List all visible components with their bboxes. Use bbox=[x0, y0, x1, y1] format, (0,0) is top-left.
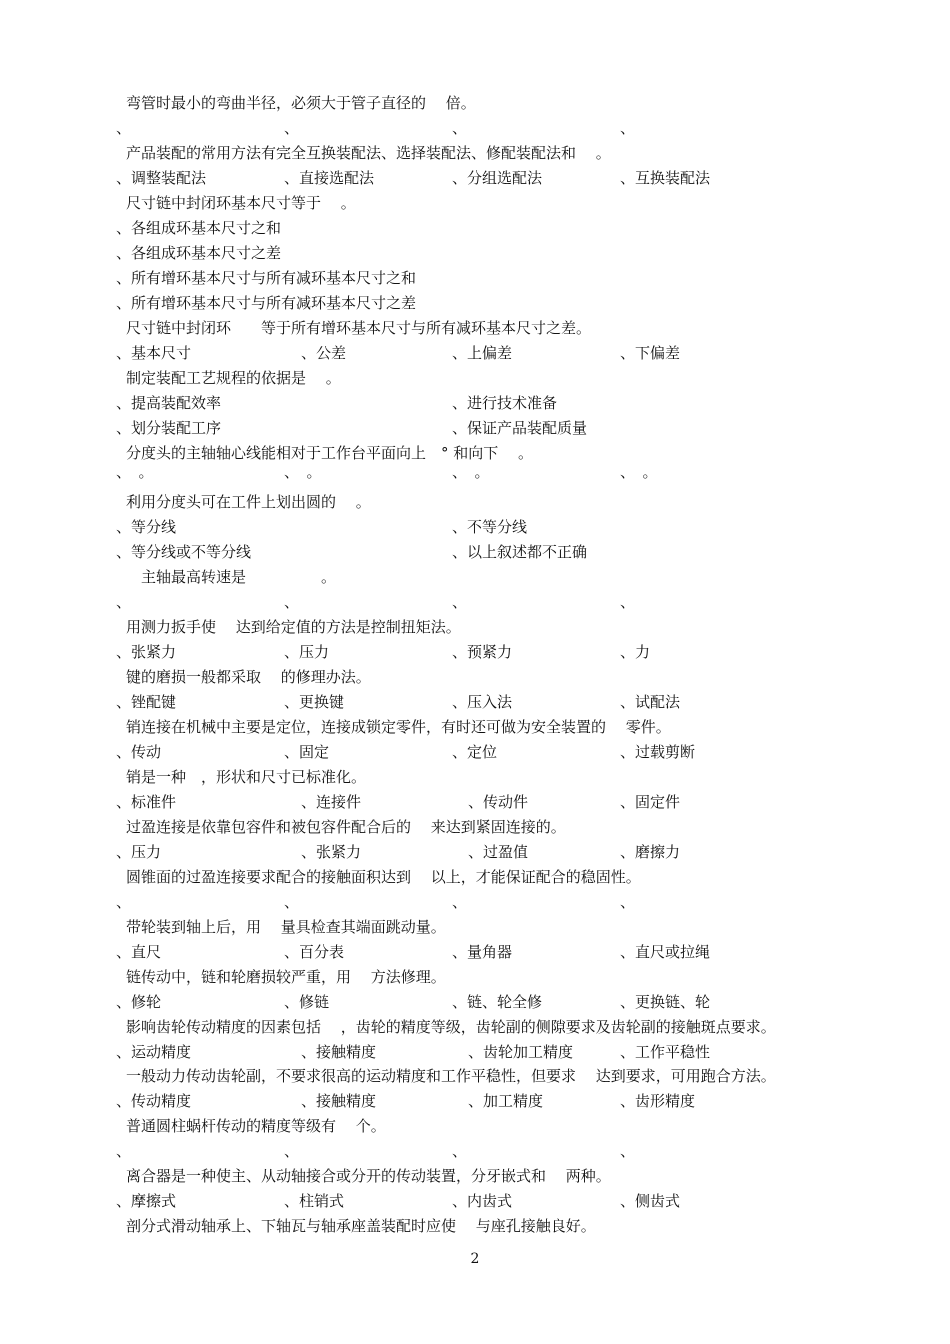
option-b: 、 bbox=[284, 593, 300, 611]
option-c: 、量角器 bbox=[452, 943, 513, 961]
question-3: 尺寸链中封闭环基本尺寸等于 。 bbox=[126, 194, 356, 212]
option-a: 、提高装配效率 bbox=[116, 394, 222, 412]
option-c: 、所有增环基本尺寸与所有减环基本尺寸之和 bbox=[116, 269, 417, 287]
options-row bbox=[116, 792, 876, 812]
option-a: 、锉配键 bbox=[116, 693, 177, 711]
option-d: 、试配法 bbox=[620, 693, 681, 711]
option-b: 、进行技术准备 bbox=[452, 394, 558, 412]
options-row bbox=[116, 842, 876, 862]
question-20: 离合器是一种使主、从动轴接合或分开的传动装置，分牙嵌式和 两种。 bbox=[126, 1167, 611, 1185]
option-c: 、 bbox=[452, 1142, 468, 1160]
option-a: 、直尺 bbox=[116, 943, 162, 961]
options-row bbox=[116, 517, 876, 537]
option-b: 、公差 bbox=[301, 344, 347, 362]
option-d: 、力 bbox=[620, 643, 651, 661]
option-d: 、 bbox=[620, 1142, 636, 1160]
option-c: 、压入法 bbox=[452, 693, 513, 711]
option-a: 、修轮 bbox=[116, 993, 162, 1011]
option-a: 、等分线 bbox=[116, 518, 177, 536]
option-c: 、 bbox=[452, 593, 468, 611]
option-a: 、调整装配法 bbox=[116, 169, 207, 187]
option-c: 、齿轮加工精度 bbox=[468, 1043, 574, 1061]
option-b: 、直接选配法 bbox=[284, 169, 375, 187]
option-c: 、过盈值 bbox=[468, 843, 529, 861]
option-a: 、 bbox=[116, 119, 132, 137]
question-2: 产品装配的常用方法有完全互换装配法、选择装配法、修配装配法和 。 bbox=[126, 144, 611, 162]
option-d: 、 bbox=[620, 119, 636, 137]
question-7: 利用分度头可在工件上划出圆的 。 bbox=[126, 493, 371, 511]
options-row bbox=[116, 393, 876, 413]
question-10: 键的磨损一般都采取 的修理办法。 bbox=[126, 668, 371, 686]
options-row bbox=[116, 118, 876, 138]
option-d: 、过载剪断 bbox=[620, 743, 696, 761]
options-row bbox=[116, 542, 876, 562]
option-c: 、内齿式 bbox=[452, 1192, 513, 1210]
option-c: 、划分装配工序 bbox=[116, 419, 222, 437]
question-14: 圆锥面的过盈连接要求配合的接触面积达到 以上，才能保证配合的稳固性。 bbox=[126, 868, 641, 886]
option-b: 、不等分线 bbox=[452, 518, 528, 536]
option-b: 、 bbox=[284, 893, 300, 911]
option-a: 、 。 bbox=[116, 463, 154, 481]
question-8: 主轴最高转速是 。 bbox=[126, 568, 337, 586]
question-12: 销是一种 ，形状和尺寸已标准化。 bbox=[126, 768, 367, 786]
option-a: 、运动精度 bbox=[116, 1043, 192, 1061]
option-b: 、柱销式 bbox=[284, 1192, 345, 1210]
option-a: 、摩擦式 bbox=[116, 1192, 177, 1210]
option-d: 、固定件 bbox=[620, 793, 681, 811]
question-21: 剖分式滑动轴承上、下轴瓦与轴承座盖装配时应使 与座孔接触良好。 bbox=[126, 1217, 596, 1235]
option-d: 、工作平稳性 bbox=[620, 1043, 711, 1061]
option-c: 、上偏差 bbox=[452, 344, 513, 362]
question-18: 一般动力传动齿轮副，不要求很高的运动精度和工作平稳性，但要求 达到要求，可用跑合方法。 bbox=[126, 1067, 776, 1085]
option-a: 、 bbox=[116, 1142, 132, 1160]
option-d: 、下偏差 bbox=[620, 344, 681, 362]
question-15: 带轮装到轴上后，用 量具检查其端面跳动量。 bbox=[126, 918, 446, 936]
option-a: 、标准件 bbox=[116, 793, 177, 811]
question-4: 尺寸链中封闭环 等于所有增环基本尺寸与所有减环基本尺寸之差。 bbox=[126, 319, 592, 337]
option-c: 、分组选配法 bbox=[452, 169, 543, 187]
option-b: 、接触精度 bbox=[301, 1043, 377, 1061]
option-b: 、连接件 bbox=[301, 793, 362, 811]
question-19: 普通圆柱蜗杆传动的精度等级有 个。 bbox=[126, 1117, 386, 1135]
option-c: 、加工精度 bbox=[468, 1092, 544, 1110]
option-d: 、保证产品装配质量 bbox=[452, 419, 588, 437]
options-row bbox=[116, 592, 876, 612]
options-row bbox=[116, 742, 876, 762]
question-11: 销连接在机械中主要是定位，连接成锁定零件，有时还可做为安全装置的 零件。 bbox=[126, 718, 671, 736]
option-a: 、基本尺寸 bbox=[116, 344, 192, 362]
option-c: 、链、轮全修 bbox=[452, 993, 543, 1011]
question-6: 分度头的主轴轴心线能相对于工作台平面向上 ° 和向下 。 bbox=[126, 444, 534, 462]
option-b: 、 bbox=[284, 119, 300, 137]
options-row bbox=[116, 1091, 876, 1111]
option-d: 、磨擦力 bbox=[620, 843, 681, 861]
option-d: 、 bbox=[620, 593, 636, 611]
option-d: 、 。 bbox=[620, 463, 658, 481]
page-number: 2 bbox=[470, 1251, 480, 1267]
option-a: 、传动精度 bbox=[116, 1092, 192, 1110]
options-row bbox=[116, 992, 876, 1012]
option-b: 、百分表 bbox=[284, 943, 345, 961]
options-row bbox=[116, 692, 876, 712]
options-row bbox=[116, 343, 876, 363]
option-d: 、齿形精度 bbox=[620, 1092, 696, 1110]
option-b: 、张紧力 bbox=[301, 843, 362, 861]
options-row bbox=[116, 892, 876, 912]
option-b: 、固定 bbox=[284, 743, 330, 761]
option-a: 、传动 bbox=[116, 743, 162, 761]
options-row bbox=[116, 1191, 876, 1211]
options-row bbox=[116, 1141, 876, 1161]
option-c: 、 bbox=[452, 119, 468, 137]
options-row bbox=[116, 942, 876, 962]
question-16: 链传动中，链和轮磨损较严重，用 方法修理。 bbox=[126, 968, 446, 986]
question-13: 过盈连接是依靠包容件和被包容件配合后的 来达到紧固连接的。 bbox=[126, 818, 566, 836]
option-a: 、张紧力 bbox=[116, 643, 177, 661]
question-17: 影响齿轮传动精度的因素包括 ，齿轮的精度等级，齿轮副的侧隙要求及齿轮副的接触斑点要求。 bbox=[126, 1018, 776, 1036]
option-c: 、定位 bbox=[452, 743, 498, 761]
options-row bbox=[116, 1042, 876, 1062]
option-d: 、所有增环基本尺寸与所有减环基本尺寸之差 bbox=[116, 294, 417, 312]
option-d: 、互换装配法 bbox=[620, 169, 711, 187]
option-c: 、传动件 bbox=[468, 793, 529, 811]
option-d: 、以上叙述都不正确 bbox=[452, 543, 588, 561]
option-a: 、 bbox=[116, 893, 132, 911]
option-b: 、接触精度 bbox=[301, 1092, 377, 1110]
option-c: 、预紧力 bbox=[452, 643, 513, 661]
question-9: 用测力扳手使 达到给定值的方法是控制扭矩法。 bbox=[126, 618, 461, 636]
options-row bbox=[116, 462, 876, 482]
options-row bbox=[116, 418, 876, 438]
option-c: 、等分线或不等分线 bbox=[116, 543, 252, 561]
option-a: 、压力 bbox=[116, 843, 162, 861]
option-b: 、 。 bbox=[284, 463, 322, 481]
option-d: 、侧齿式 bbox=[620, 1192, 681, 1210]
option-c: 、 。 bbox=[452, 463, 490, 481]
question-5: 制定装配工艺规程的依据是 。 bbox=[126, 369, 341, 387]
question-1: 弯管时最小的弯曲半径，必须大于管子直径的 倍。 bbox=[126, 94, 476, 112]
option-d: 、更换链、轮 bbox=[620, 993, 711, 1011]
option-d: 、直尺或拉绳 bbox=[620, 943, 711, 961]
option-a: 、 bbox=[116, 593, 132, 611]
options-row bbox=[116, 168, 876, 188]
option-b: 、压力 bbox=[284, 643, 330, 661]
options-row bbox=[116, 642, 876, 662]
option-b: 、各组成环基本尺寸之差 bbox=[116, 244, 282, 262]
option-b: 、修链 bbox=[284, 993, 330, 1011]
option-d: 、 bbox=[620, 893, 636, 911]
option-a: 、各组成环基本尺寸之和 bbox=[116, 219, 282, 237]
option-c: 、 bbox=[452, 893, 468, 911]
option-b: 、 bbox=[284, 1142, 300, 1160]
option-b: 、更换键 bbox=[284, 693, 345, 711]
